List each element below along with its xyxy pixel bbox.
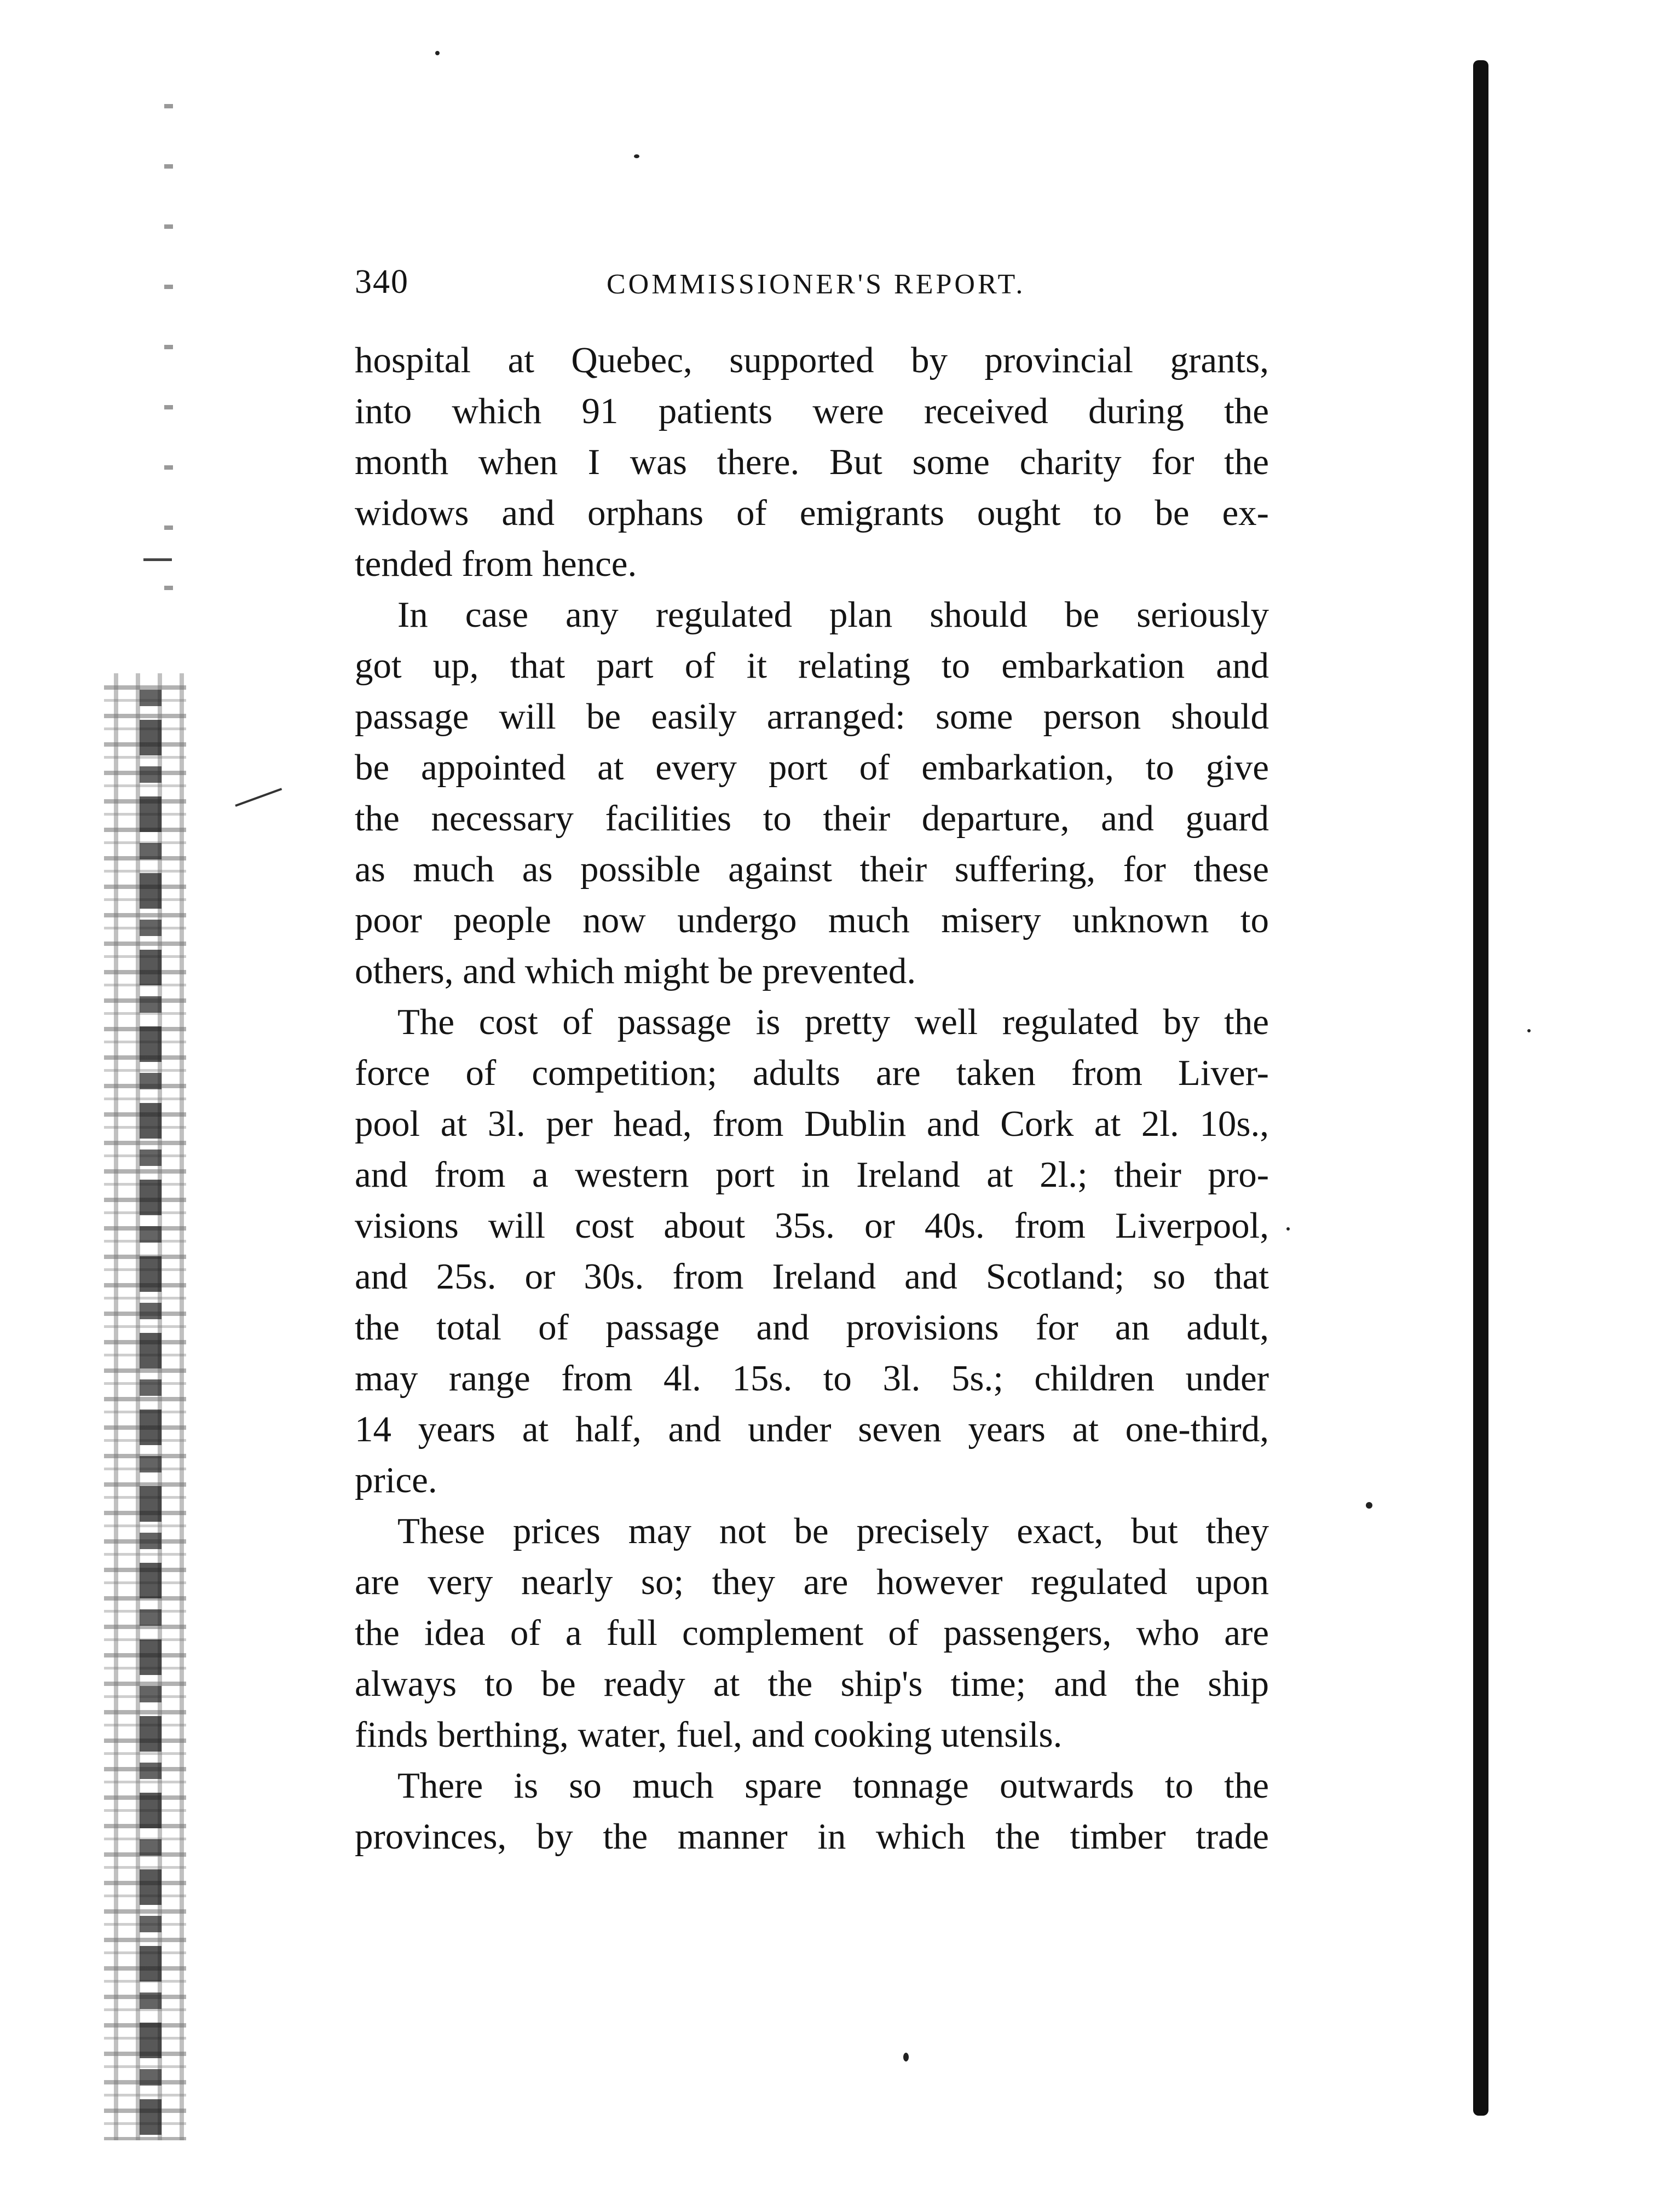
text-line: poor people now undergo much misery unknown to <box>355 900 1269 940</box>
text-line: into which 91 patients were received during the <box>355 391 1269 431</box>
text-line: always to be ready at the ship's time; and the ship <box>355 1664 1269 1704</box>
text-line: price. <box>355 1460 437 1500</box>
speck <box>903 2053 909 2061</box>
text-line: These prices may not be precisely exact, but they <box>397 1511 1269 1551</box>
margin-dash <box>143 558 172 561</box>
text-line: provinces, by the manner in which the timber trade <box>355 1816 1269 1857</box>
text-line: widows and orphans of emigrants ought to be ex- <box>355 493 1269 533</box>
speck <box>1366 1502 1372 1509</box>
paragraph <box>355 1506 1269 1760</box>
text-line: In case any regulated plan should be seriously <box>397 594 1269 635</box>
page-header <box>355 263 1269 312</box>
text-line: as much as possible against their suffering, for these <box>355 849 1269 890</box>
body-text <box>355 335 1269 1862</box>
binding-edge-shadow-dark <box>140 690 161 2135</box>
text-line: hospital at Quebec, supported by provincial grants, <box>355 340 1269 380</box>
running-head: COMMISSIONER'S REPORT. <box>607 269 1026 300</box>
text-line: be appointed at every port of embarkation, to give <box>355 747 1269 788</box>
text-line: 14 years at half, and under seven years at one-third, <box>355 1409 1269 1449</box>
text-line: pool at 3l. per head, from Dublin and Cork at 2l. 10s., <box>355 1104 1269 1144</box>
page-number: 340 <box>355 263 409 301</box>
paragraph <box>355 335 1269 590</box>
text-line: There is so much spare tonnage outwards to the <box>397 1765 1269 1806</box>
paragraph <box>355 1760 1269 1862</box>
text-line: force of competition; adults are taken from Liver- <box>355 1053 1269 1093</box>
page-edge-rule <box>1473 60 1488 2116</box>
text-line: are very nearly so; they are however regulated upon <box>355 1562 1269 1602</box>
paragraph <box>355 590 1269 997</box>
text-line: The cost of passage is pretty well regulated by the <box>397 1002 1269 1042</box>
text-line: the idea of a full complement of passengers, who are <box>355 1613 1269 1653</box>
paragraph <box>355 997 1269 1506</box>
text-line: and 25s. or 30s. from Ireland and Scotland; so that <box>355 1256 1269 1297</box>
text-line: got up, that part of it relating to embarkation and <box>355 645 1269 686</box>
speck <box>634 154 639 158</box>
margin-pen-mark <box>235 788 282 807</box>
text-line: visions will cost about 35s. or 40s. from Liverpool, <box>355 1205 1269 1246</box>
text-line: and from a western port in Ireland at 2l.; their pro- <box>355 1154 1269 1195</box>
text-line: month when I was there. But some charity for the <box>355 442 1269 482</box>
text-line: the total of passage and provisions for an adult, <box>355 1307 1269 1348</box>
speck <box>1286 1227 1290 1231</box>
text-line: others, and which might be prevented. <box>355 951 916 991</box>
text-line: passage will be easily arranged: some person should <box>355 696 1269 737</box>
speck <box>435 51 440 55</box>
text-line: may range from 4l. 15s. to 3l. 5s.; children under <box>355 1358 1269 1399</box>
text-line: finds berthing, water, fuel, and cooking utensils. <box>355 1714 1063 1755</box>
text-line: the necessary facilities to their departure, and guard <box>355 798 1269 839</box>
speck <box>1527 1029 1531 1032</box>
text-line: tended from hence. <box>355 544 637 584</box>
